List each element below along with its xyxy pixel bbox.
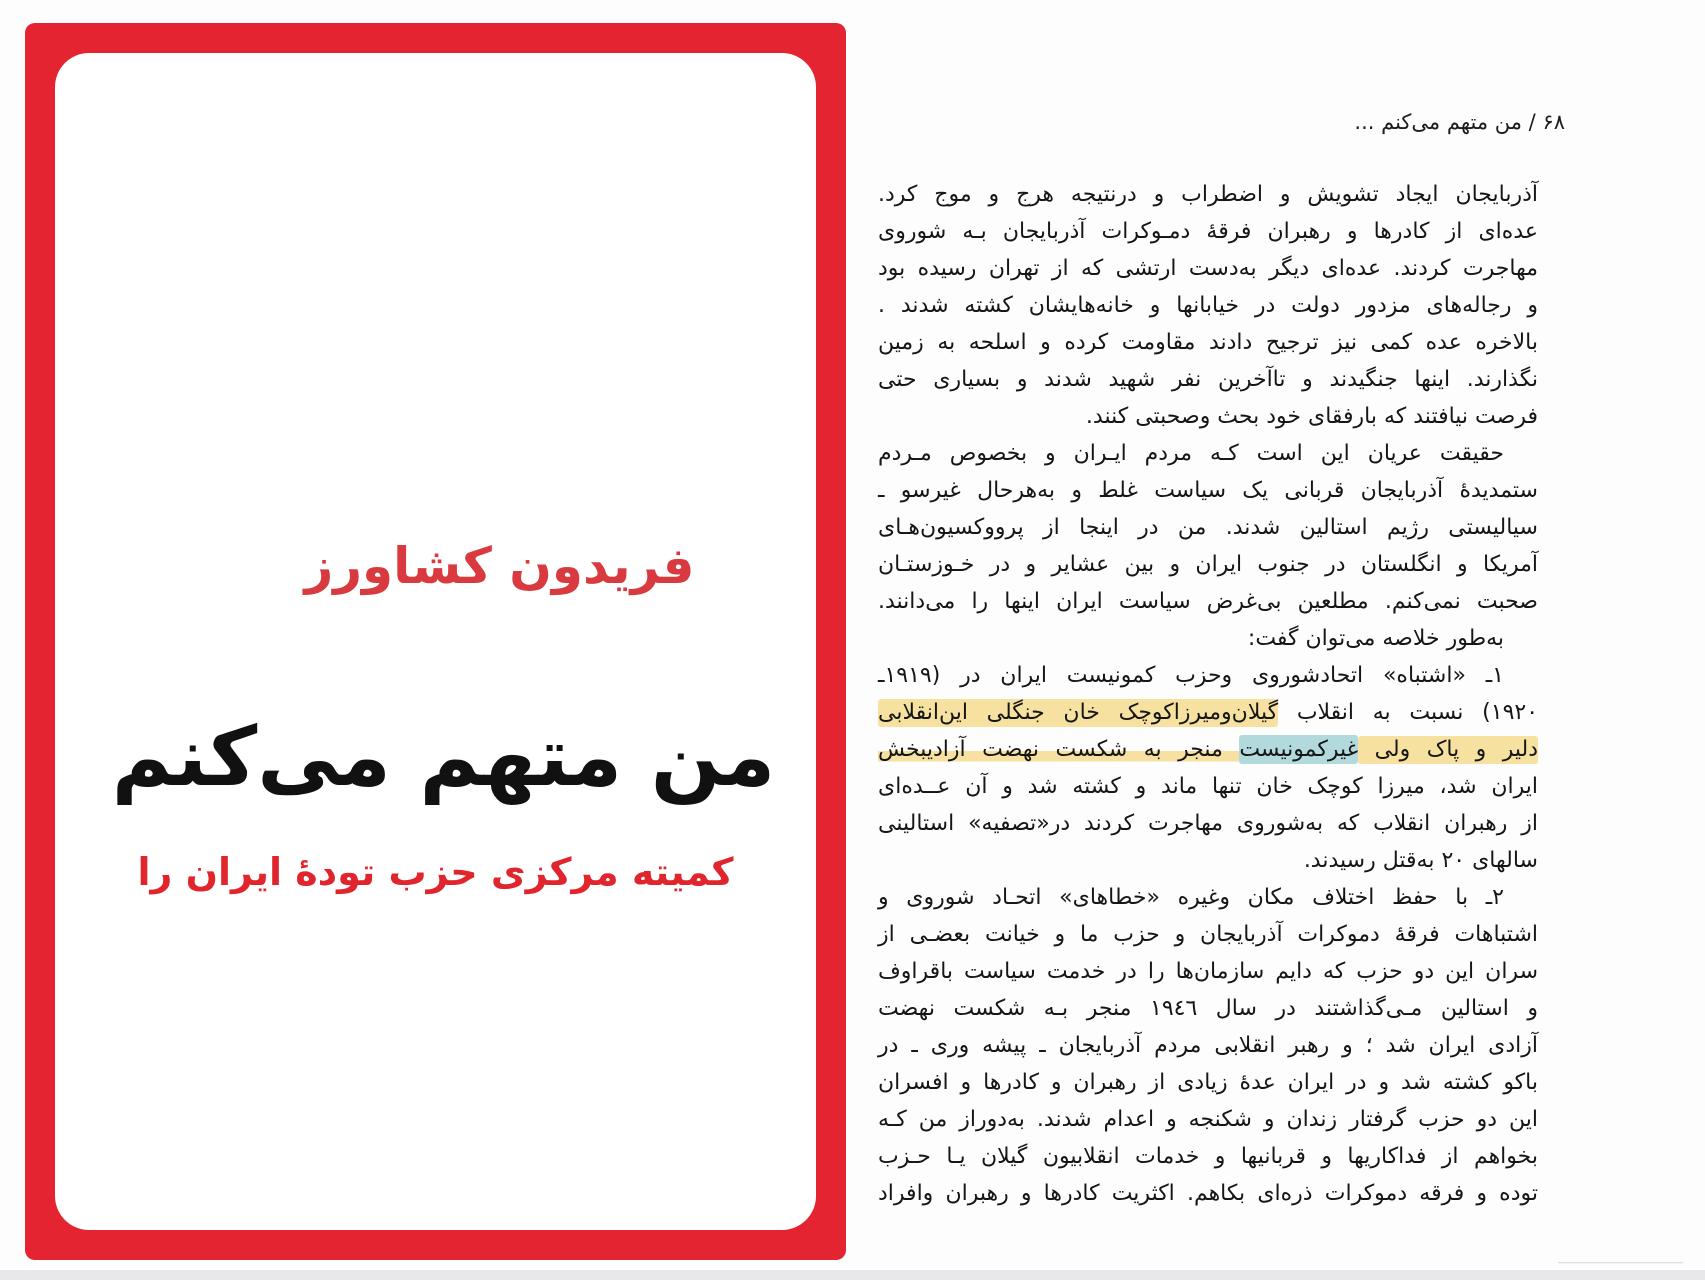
- text-line: [878, 768, 1538, 805]
- faint-watermark: [1558, 1258, 1683, 1267]
- text-segment: آذربایجان ایجاد تشویش و اضطراب و درنتیجه هرج و موج کرد.: [878, 182, 1538, 207]
- text-line: [878, 879, 1538, 916]
- highlight-yellow-low: منجر به شکست نهضت آزادیبخش: [878, 737, 1240, 762]
- text-line: [878, 435, 1538, 472]
- text-segment: و رجاله‌های مزدور دولت در خیابانها و خانه‌هایشان کشته شدند .: [878, 293, 1538, 318]
- cover-author-name: فریدون کشاورز: [304, 537, 695, 595]
- text-segment: سالهای ۲۰ به‌قتل رسیدند.: [1303, 848, 1538, 873]
- text-line: [878, 583, 1538, 620]
- text-segment: و استالین مـی‌گذاشتند در سال ۱۹٤٦ منجر بـه شکست نهضت: [878, 996, 1538, 1021]
- text-line: [878, 1101, 1538, 1138]
- text-segment: به‌طور خلاصه می‌توان گفت:: [1247, 626, 1504, 651]
- text-segment: فرصت نیافتند که بارفقای خود بحث وصحبتی کنند.: [1085, 404, 1538, 429]
- text-segment: ۱۹۲۰) نسبت به انقلاب: [1278, 700, 1539, 725]
- book-cover: [25, 23, 846, 1260]
- text-segment: مهاجرت کردند. عده‌ای دیگر به‌دست ارتشی که از تهران رسیده بود: [878, 256, 1538, 281]
- page-body: [878, 176, 1538, 1212]
- text-line: [878, 176, 1538, 213]
- scan-edge-shadow: [0, 1270, 1705, 1280]
- text-line: [878, 620, 1538, 657]
- text-segment: ۱ـ «اشتباه» اتحادشوروی وحزب کمونیست ایران در (۱۹۱۹ـ: [878, 663, 1504, 688]
- text-line: [878, 1064, 1538, 1101]
- text-line: [878, 509, 1538, 546]
- text-segment: اشتباهات فرقهٔ دموکرات آذربایجان و حزب ما و خیانت بعضـی از: [878, 922, 1538, 947]
- cover-subtitle: کمیته مرکزی حزب تودهٔ ایران را: [137, 850, 734, 894]
- text-segment: نگذارند. اینها جنگیدند و تاآخرین نفر شهید شدند و بسیاری حتی: [878, 367, 1538, 392]
- text-segment: آزادی ایران شد ؛ و رهبر انقلابی مردم آذربایجان ـ پیشه وری ـ در: [878, 1033, 1538, 1058]
- text-segment: از رهبران انقلاب که به‌شوروی مهاجرت کردند در«تصفیه» استالینی: [878, 811, 1538, 836]
- text-line: [878, 546, 1538, 583]
- text-line: [878, 250, 1538, 287]
- highlight-yellow: گیلان‌ومیرزاکوچک خان جنگلی این‌انقلابی: [878, 700, 1279, 725]
- text-segment: بخواهم از فداکاریها و قربانیها و خدمات انقلابیون گیلان یـا حـزب: [878, 1144, 1538, 1169]
- text-segment: باکو کشته شد و در ایران عدهٔ زیادی از رهبران و کادرها و افسران: [878, 1070, 1538, 1095]
- text-segment: ستمدیدهٔ آذربایجان قربانی یک سیاست غلط و به‌هرحال غیرسو ـ: [878, 478, 1538, 503]
- text-line: [878, 287, 1538, 324]
- text-line: [878, 916, 1538, 953]
- page-header-running-title: ۶۸ / من متهم می‌کنم ...: [1354, 110, 1565, 134]
- text-line: [878, 842, 1538, 879]
- text-line: [878, 398, 1538, 435]
- text-line: [878, 213, 1538, 250]
- text-segment: سیالیستی رژیم استالین شدند. من در اینجا از پرووکسیون‌هـای: [878, 515, 1538, 540]
- text-segment: سران این دو حزب که دایم سازمان‌ها را در خدمت سیاست باقراوف: [878, 959, 1538, 984]
- text-segment: آمریکا و انگلستان در جنوب ایران و بین عشایر و در خـوزستـان: [878, 552, 1538, 577]
- text-line: [878, 731, 1538, 768]
- highlight-blue: غیرکمونیست: [1239, 737, 1359, 762]
- text-segment: بالاخره عده کمی نیز ترجیح دادند مقاومت کرده و اسلحه به زمین: [878, 330, 1538, 355]
- text-line: [878, 1138, 1538, 1175]
- cover-title: من متهم می‌کنم: [111, 710, 776, 805]
- text-line: [878, 694, 1538, 731]
- book-cover-frame: [55, 53, 816, 1230]
- text-line: [878, 657, 1538, 694]
- text-segment: عده‌ای از کادرها و رهبران فرقهٔ دمـوکرات آذربایجان بـه شوروی: [878, 219, 1538, 244]
- text-line: [878, 990, 1538, 1027]
- text-line: [878, 953, 1538, 990]
- text-line: [878, 361, 1538, 398]
- highlight-yellow: دلیر و پاک ولی: [1358, 737, 1539, 762]
- text-segment: توده و فرقه دموکرات ذره‌ای بکاهم. اکثریت کادرها و رهبران وافراد: [878, 1181, 1538, 1206]
- text-segment: ۲ـ با حفظ اختلاف مکان وغیره «خطاهای» اتحـاد شوروی و: [878, 885, 1504, 910]
- text-line: [878, 1027, 1538, 1064]
- text-segment: این دو حزب گرفتار زندان و شکنجه و اعدام شدند. به‌دوراز من کـه: [878, 1107, 1538, 1132]
- text-line: [878, 1175, 1538, 1212]
- text-segment: صحبت نمی‌کنم. مطلعین بی‌غرض سیاست ایران اینها را می‌دانند.: [878, 589, 1538, 614]
- text-line: [878, 805, 1538, 842]
- text-segment: حقیقت عریان این است کـه مردم ایـران و بخصوص مـردم: [878, 441, 1504, 466]
- text-line: [878, 324, 1538, 361]
- text-segment: ایران شد، میرزا کوچک خان تنها ماند و کشته شد و آن عــده‌ای: [878, 774, 1538, 799]
- text-line: [878, 472, 1538, 509]
